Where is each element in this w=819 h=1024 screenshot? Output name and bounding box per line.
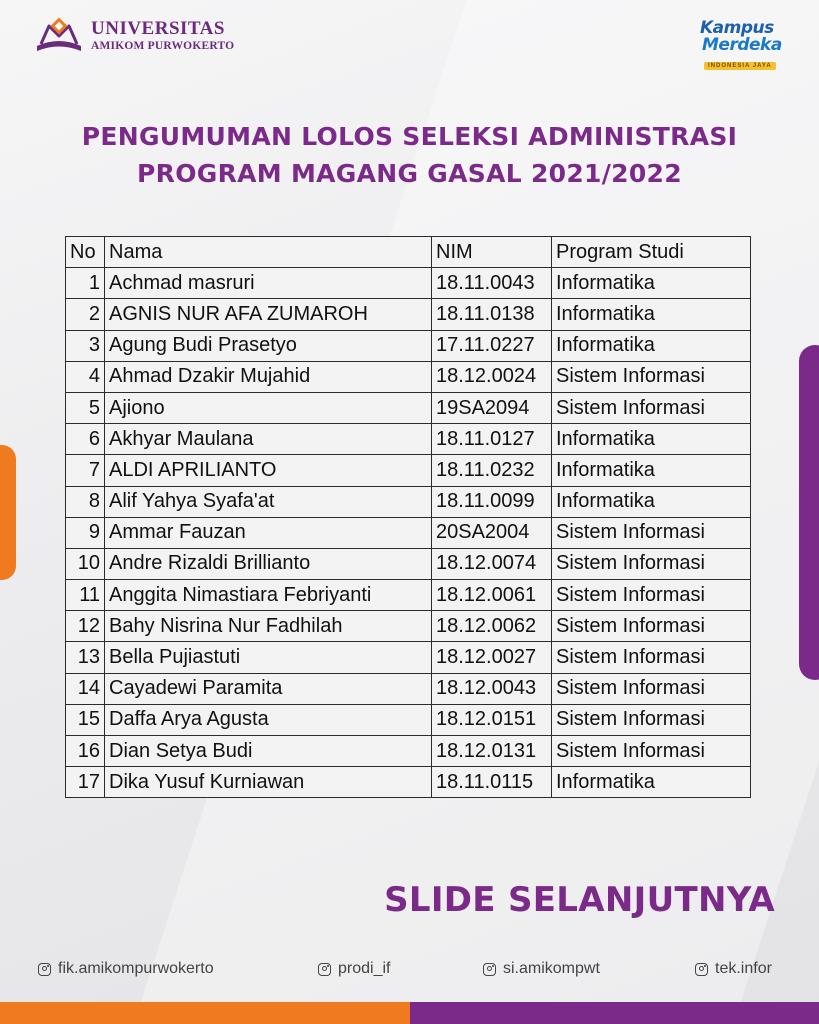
student-name: Bella Pujiastuti xyxy=(105,642,432,673)
table-row xyxy=(66,361,751,392)
row-number: 11 xyxy=(66,580,105,611)
row-number: 16 xyxy=(66,736,105,767)
student-nim: 18.12.0043 xyxy=(432,673,552,704)
study-program: Sistem Informasi xyxy=(552,392,751,423)
study-program: Sistem Informasi xyxy=(552,580,751,611)
row-number: 7 xyxy=(66,455,105,486)
study-program: Sistem Informasi xyxy=(552,611,751,642)
row-number: 14 xyxy=(66,673,105,704)
student-name: ALDI APRILIANTO xyxy=(105,455,432,486)
row-number: 10 xyxy=(66,548,105,579)
next-slide-label: SLIDE SELANJUTNYA xyxy=(384,880,775,920)
table-row xyxy=(66,580,751,611)
study-program: Sistem Informasi xyxy=(552,361,751,392)
study-program: Informatika xyxy=(552,424,751,455)
student-nim: 18.11.0043 xyxy=(432,268,552,299)
table-row xyxy=(66,673,751,704)
row-number: 4 xyxy=(66,361,105,392)
student-nim: 18.11.0127 xyxy=(432,424,552,455)
social-handle-text: fik.amikompurwokerto xyxy=(58,960,214,977)
column-header-student-nim: NIM xyxy=(432,237,552,268)
footer-bar-orange xyxy=(0,1002,410,1024)
table-row xyxy=(66,268,751,299)
study-program: Sistem Informasi xyxy=(552,517,751,548)
student-nim: 17.11.0227 xyxy=(432,330,552,361)
university-logo xyxy=(33,16,234,56)
social-handle-4[interactable] xyxy=(695,960,772,978)
instagram-icon xyxy=(318,963,331,976)
table-row xyxy=(66,486,751,517)
column-header-student-name: Nama xyxy=(105,237,432,268)
title-line2: PROGRAM MAGANG GASAL 2021/2022 xyxy=(137,159,682,188)
student-nim: 18.12.0061 xyxy=(432,580,552,611)
badge-line1: Kampus xyxy=(700,18,774,38)
table-row xyxy=(66,299,751,330)
table-row xyxy=(66,611,751,642)
title-line1: PENGUMUMAN LOLOS SELEKSI ADMINISTRASI xyxy=(81,122,738,151)
table-row xyxy=(66,455,751,486)
study-program: Informatika xyxy=(552,268,751,299)
student-nim: 18.12.0131 xyxy=(432,736,552,767)
table-row xyxy=(66,736,751,767)
student-name: Achmad masruri xyxy=(105,268,432,299)
table-header-row xyxy=(66,237,751,268)
study-program: Sistem Informasi xyxy=(552,642,751,673)
student-name: Agung Budi Prasetyo xyxy=(105,330,432,361)
student-name: Alif Yahya Syafa'at xyxy=(105,486,432,517)
badge-line2: Merdeka xyxy=(702,35,782,55)
student-name: Ajiono xyxy=(105,392,432,423)
kampus-merdeka-badge xyxy=(700,20,792,68)
social-footer xyxy=(0,960,819,986)
study-program: Informatika xyxy=(552,299,751,330)
row-number: 9 xyxy=(66,517,105,548)
social-handle-1[interactable] xyxy=(38,960,214,978)
logo-line2: AMIKOM PURWOKERTO xyxy=(91,40,235,53)
student-nim: 18.11.0138 xyxy=(432,299,552,330)
row-number: 1 xyxy=(66,268,105,299)
row-number: 13 xyxy=(66,642,105,673)
left-orange-accent xyxy=(0,445,16,580)
social-handle-3[interactable] xyxy=(483,960,600,978)
student-name: Anggita Nimastiara Febriyanti xyxy=(105,580,432,611)
university-emblem-icon xyxy=(33,16,85,56)
instagram-icon xyxy=(695,963,708,976)
study-program: Informatika xyxy=(552,455,751,486)
student-name: Dian Setya Budi xyxy=(105,736,432,767)
study-program: Sistem Informasi xyxy=(552,548,751,579)
student-name: Bahy Nisrina Nur Fadhilah xyxy=(105,611,432,642)
student-name: Akhyar Maulana xyxy=(105,424,432,455)
student-name: Ahmad Dzakir Mujahid xyxy=(105,361,432,392)
student-nim: 18.11.0115 xyxy=(432,767,552,798)
footer-bar-purple xyxy=(410,1002,819,1024)
student-nim: 19SA2094 xyxy=(432,392,552,423)
row-number: 8 xyxy=(66,486,105,517)
row-number: 3 xyxy=(66,330,105,361)
row-number: 5 xyxy=(66,392,105,423)
table-row xyxy=(66,548,751,579)
student-nim: 18.11.0099 xyxy=(432,486,552,517)
table-row xyxy=(66,392,751,423)
student-name: Cayadewi Paramita xyxy=(105,673,432,704)
student-nim: 18.12.0027 xyxy=(432,642,552,673)
table-row xyxy=(66,642,751,673)
table-row xyxy=(66,517,751,548)
page-title xyxy=(0,118,819,192)
student-nim: 18.11.0232 xyxy=(432,455,552,486)
social-handle-text: prodi_if xyxy=(338,960,391,977)
applicant-table xyxy=(65,236,751,798)
social-handle-text: si.amikompwt xyxy=(503,960,600,977)
study-program: Sistem Informasi xyxy=(552,673,751,704)
logo-line1: UNIVERSITAS xyxy=(91,18,225,40)
row-number: 2 xyxy=(66,299,105,330)
column-header-row-number: No xyxy=(66,237,105,268)
student-name: Daffa Arya Agusta xyxy=(105,704,432,735)
student-nim: 18.12.0062 xyxy=(432,611,552,642)
row-number: 17 xyxy=(66,767,105,798)
column-header-study-program: Program Studi xyxy=(552,237,751,268)
student-nim: 20SA2004 xyxy=(432,517,552,548)
table-row xyxy=(66,330,751,361)
study-program: Informatika xyxy=(552,486,751,517)
instagram-icon xyxy=(38,963,51,976)
social-handle-text: tek.infor xyxy=(715,960,772,977)
student-name: Ammar Fauzan xyxy=(105,517,432,548)
student-name: Andre Rizaldi Brillianto xyxy=(105,548,432,579)
student-nim: 18.12.0024 xyxy=(432,361,552,392)
student-nim: 18.12.0151 xyxy=(432,704,552,735)
student-name: AGNIS NUR AFA ZUMAROH xyxy=(105,299,432,330)
table-row xyxy=(66,704,751,735)
study-program: Sistem Informasi xyxy=(552,704,751,735)
instagram-icon xyxy=(483,963,496,976)
student-nim: 18.12.0074 xyxy=(432,548,552,579)
social-handle-2[interactable] xyxy=(318,960,390,978)
table-row xyxy=(66,424,751,455)
row-number: 12 xyxy=(66,611,105,642)
study-program: Informatika xyxy=(552,330,751,361)
study-program: Sistem Informasi xyxy=(552,736,751,767)
badge-line3: INDONESIA JAYA xyxy=(704,62,776,70)
study-program: Informatika xyxy=(552,767,751,798)
table-row xyxy=(66,767,751,798)
right-purple-accent xyxy=(799,345,819,680)
row-number: 6 xyxy=(66,424,105,455)
student-name: Dika Yusuf Kurniawan xyxy=(105,767,432,798)
row-number: 15 xyxy=(66,704,105,735)
